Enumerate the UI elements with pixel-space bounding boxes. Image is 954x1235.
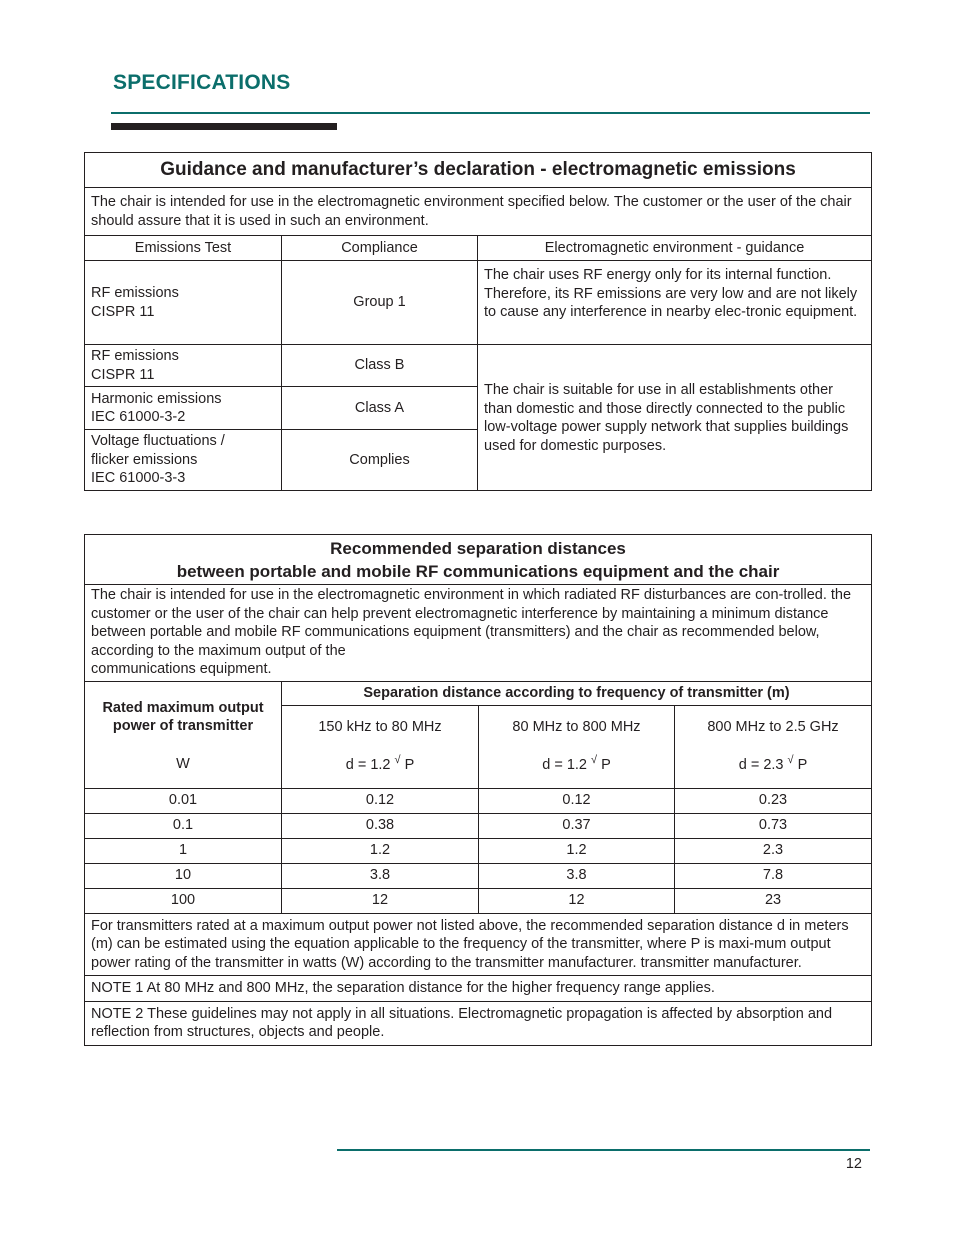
test-name-cont: flicker emissions (91, 451, 198, 468)
separation-footnote: For transmitters rated at a maximum output power not listed above, the recommended separation distance d in meters (m) can be estimated using the equation applicable to the frequency of the transmitter, where P is maxi-mum output power rating of the transmitter in watts (W) according to the transmitter manufacturer. transmitter manufacturer. (85, 913, 872, 976)
separation-intro-text-cont: communications equipment. (91, 661, 272, 677)
distance-cell: 0.12 (282, 788, 479, 813)
power-cell: 10 (85, 863, 282, 888)
power-cell: 1 (85, 838, 282, 863)
page-title: SPECIFICATIONS (113, 71, 291, 94)
compliance-cell: Group 1 (282, 261, 478, 345)
distance-cell: 23 (675, 888, 872, 913)
table-row (85, 863, 872, 888)
band-formula: d = 2.3 √ P (738, 754, 808, 773)
emissions-test-cell (85, 430, 282, 491)
test-name: Harmonic emissions (91, 390, 222, 407)
guidance-cell: The chair uses RF energy only for its internal function. Therefore, its RF emissions are very low and are not likely to cause any interference in nearby elec-tronic equipment. (478, 261, 872, 345)
band-header-cell (675, 705, 872, 788)
test-standard: IEC 61000-3-2 (91, 409, 186, 425)
title-rule (111, 112, 870, 114)
power-unit: W (176, 755, 190, 772)
table-row (85, 838, 872, 863)
distance-cell: 7.8 (675, 863, 872, 888)
distance-cell: 0.37 (479, 813, 675, 838)
power-header-line1: Rated maximum output (102, 699, 264, 716)
distance-cell: 2.3 (675, 838, 872, 863)
power-cell: 0.1 (85, 813, 282, 838)
distance-cell: 3.8 (479, 863, 675, 888)
table-row (85, 813, 872, 838)
square-root-symbol: √ (787, 754, 794, 766)
distance-cell: 0.73 (675, 813, 872, 838)
separation-table-title (85, 535, 872, 585)
distance-cell: 1.2 (282, 838, 479, 863)
separation-title-line1: Recommended separation distances (330, 539, 626, 558)
power-cell: 0.01 (85, 788, 282, 813)
title-bar-accent (111, 123, 337, 130)
page-number: 12 (845, 1156, 862, 1172)
separation-distances-table (84, 534, 872, 1046)
note-2: NOTE 2 These guidelines may not apply in all situations. Electromagnetic propagation is affected by absorption and reflection from structures, objects and people. (85, 1001, 872, 1045)
column-header-guidance: Electromagnetic environment - guidance (478, 236, 872, 261)
test-standard: IEC 61000-3-3 (91, 470, 186, 487)
distance-cell: 1.2 (479, 838, 675, 863)
distance-cell: 0.23 (675, 788, 872, 813)
compliance-cell: Class B (282, 345, 478, 387)
distance-cell: 0.38 (282, 813, 479, 838)
square-root-symbol: √ (591, 754, 598, 766)
table-row (85, 261, 872, 345)
table-row (85, 788, 872, 813)
emissions-table-title: Guidance and manufacturer’s declaration - electromagnetic emissions (85, 153, 872, 188)
distance-header: Separation distance according to frequency of transmitter (m) (282, 681, 872, 705)
emissions-table-intro: The chair is intended for use in the electromagnetic environment specified below. The customer or the user of the chair should assure that it is used in such an environment. (85, 188, 872, 236)
distance-cell: 12 (282, 888, 479, 913)
power-header-cell (85, 681, 282, 788)
band-range: 80 MHz to 800 MHz (512, 718, 641, 735)
compliance-cell: Class A (282, 387, 478, 430)
separation-intro-text: The chair is intended for use in the electromagnetic environment in which radiated RF disturbances are con-trolled. the customer or the user of the chair can help prevent electromagnetic interference by maintaining a minimum distance between portable and mobile RF communications equipment (transmitters) and the chair as recommended below, according to the maximum output of the (91, 587, 852, 659)
emissions-test-cell (85, 387, 282, 430)
separation-title-line2: between portable and mobile RF communications equipment and the chair (176, 562, 780, 581)
emissions-declaration-table (84, 152, 872, 491)
band-range: 800 MHz to 2.5 GHz (707, 718, 839, 735)
guidance-cell: The chair is suitable for use in all establishments other than domestic and those directly connected to the public low-voltage power supply network that supplies buildings used for domestic purposes. (478, 345, 872, 491)
band-header-cell (479, 705, 675, 788)
test-name: RF emissions (91, 285, 179, 301)
compliance-cell: Complies (282, 430, 478, 491)
distance-cell: 0.12 (479, 788, 675, 813)
distance-cell: 3.8 (282, 863, 479, 888)
power-cell: 100 (85, 888, 282, 913)
note-1: NOTE 1 At 80 MHz and 800 MHz, the separation distance for the higher frequency range applies. (85, 976, 872, 1002)
column-header-emissions-test: Emissions Test (85, 236, 282, 261)
column-header-compliance: Compliance (282, 236, 478, 261)
emissions-test-cell (85, 261, 282, 345)
test-standard: CISPR 11 (91, 303, 155, 320)
square-root-symbol: √ (394, 754, 401, 766)
test-name: Voltage fluctuations / (91, 433, 225, 450)
band-formula: d = 1.2 √ P (542, 754, 611, 773)
band-header-cell (282, 705, 479, 788)
footer-rule (337, 1149, 870, 1151)
band-formula: d = 1.2 √ P (345, 754, 415, 773)
test-name: RF emissions (91, 348, 179, 364)
separation-table-intro (85, 585, 872, 682)
distance-cell: 12 (479, 888, 675, 913)
table-row (85, 888, 872, 913)
table-row (85, 345, 872, 387)
test-standard: CISPR 11 (91, 366, 155, 383)
emissions-test-cell (85, 345, 282, 387)
power-header-line2: power of transmitter (112, 718, 254, 734)
band-range: 150 kHz to 80 MHz (318, 718, 442, 735)
